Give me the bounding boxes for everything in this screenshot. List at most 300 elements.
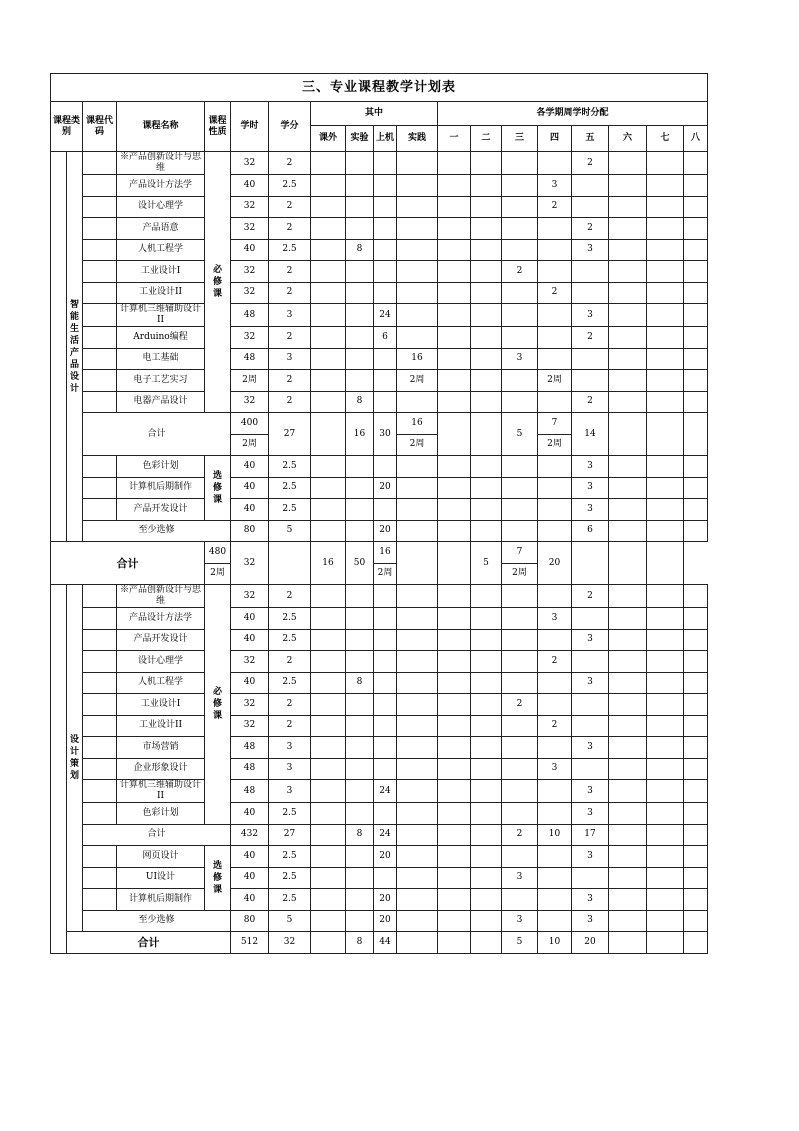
- computer-cell: [374, 737, 397, 759]
- semester-hours-cell: 2: [538, 715, 572, 737]
- header-semester: 五: [572, 126, 609, 152]
- semester-hours-cell: [438, 585, 471, 608]
- semester-hours-cell: [438, 780, 471, 803]
- semester-hours-cell: [647, 196, 684, 218]
- computer-cell: [374, 239, 397, 261]
- semester-hours-cell: [609, 846, 647, 868]
- practice-cell: [397, 758, 438, 780]
- course-nature-required: [205, 585, 231, 825]
- subtotal-row: [51, 824, 708, 846]
- practice-cell: 2周: [397, 434, 438, 456]
- outside-cell: [311, 304, 346, 327]
- semester-hours-cell: 3: [572, 780, 609, 803]
- outside-cell: [311, 715, 346, 737]
- course-name: 计算机后期制作: [117, 889, 205, 911]
- vertical-char: 能: [69, 311, 79, 322]
- min-elective-row: [51, 910, 708, 932]
- semester-hours-cell: [538, 304, 572, 327]
- semester-hours-cell: [438, 218, 471, 240]
- credits-cell: 2.5: [269, 846, 311, 868]
- credits-cell: 3: [269, 737, 311, 759]
- vertical-char: 生: [69, 323, 79, 334]
- practice-cell: [397, 456, 438, 478]
- semester-hours-cell: [502, 846, 538, 868]
- semester-hours-cell: [609, 456, 647, 478]
- semester-hours-cell: 20: [538, 542, 572, 585]
- semester-hours-cell: [438, 348, 471, 370]
- semester-hours-cell: [502, 499, 538, 521]
- semester-hours-cell: [438, 651, 471, 673]
- semester-hours-cell: [438, 261, 471, 283]
- semester-hours-cell: [609, 261, 647, 283]
- experiment-cell: [346, 175, 374, 197]
- course-name: 工业设计II: [117, 282, 205, 304]
- computer-cell: [374, 218, 397, 240]
- semester-hours-cell: [647, 758, 684, 780]
- vertical-char: 课: [212, 711, 222, 722]
- hours-cell: 400: [231, 413, 269, 435]
- practice-cell: [397, 499, 438, 521]
- header-code: 课程代码: [83, 102, 117, 152]
- min-elective-label: 至少选修: [83, 520, 231, 542]
- credits-cell: 3: [269, 348, 311, 370]
- vertical-char: 课: [212, 289, 222, 299]
- hours-cell: 40: [231, 499, 269, 521]
- semester-hours-cell: 2: [572, 391, 609, 413]
- practice-cell: [397, 261, 438, 283]
- course-code: [83, 737, 117, 759]
- hours-cell: 32: [231, 218, 269, 240]
- course-name: 网页设计: [117, 846, 205, 868]
- course-nature-elective: [205, 846, 231, 911]
- vertical-char: 修: [212, 277, 222, 287]
- semester-hours-cell: [538, 218, 572, 240]
- outside-cell: [311, 520, 346, 542]
- table-row: [51, 499, 708, 521]
- semester-hours-cell: [438, 282, 471, 304]
- hours-cell: 432: [231, 824, 269, 846]
- semester-hours-cell: [647, 477, 684, 499]
- semester-hours-cell: [502, 327, 538, 349]
- semester-hours-cell: [647, 585, 684, 608]
- semester-hours-cell: 5: [502, 413, 538, 456]
- semester-hours-cell: [684, 196, 708, 218]
- practice-cell: [397, 282, 438, 304]
- outside-cell: [311, 239, 346, 261]
- vertical-char: 设: [69, 735, 79, 745]
- hours-cell: 32: [231, 585, 269, 608]
- experiment-cell: 8: [346, 672, 374, 694]
- course-name: 设计心理学: [117, 196, 205, 218]
- semester-hours-cell: [438, 608, 471, 630]
- semester-hours-cell: [684, 152, 708, 175]
- semester-hours-cell: [572, 758, 609, 780]
- outside-cell: [311, 608, 346, 630]
- vertical-char: 课: [212, 494, 222, 505]
- computer-cell: 20: [374, 889, 397, 911]
- semester-hours-cell: [502, 758, 538, 780]
- semester-hours-cell: [538, 239, 572, 261]
- header-semester: 一: [438, 126, 471, 152]
- outside-cell: [311, 499, 346, 521]
- semester-hours-cell: 2: [502, 824, 538, 846]
- table-row: [51, 477, 708, 499]
- credits-cell: 2.5: [269, 608, 311, 630]
- semester-hours-cell: [609, 651, 647, 673]
- semester-hours-cell: [647, 520, 684, 542]
- practice-cell: [397, 218, 438, 240]
- hours-cell: 32: [231, 196, 269, 218]
- header-outside: 课外: [311, 126, 346, 152]
- semester-hours-cell: [572, 196, 609, 218]
- header-semester: 三: [502, 126, 538, 152]
- semester-hours-cell: 3: [502, 910, 538, 932]
- credits-cell: 2: [269, 585, 311, 608]
- experiment-cell: [346, 370, 374, 392]
- practice-cell: [397, 391, 438, 413]
- computer-cell: [374, 456, 397, 478]
- course-code: [83, 304, 117, 327]
- semester-hours-cell: [684, 391, 708, 413]
- semester-hours-cell: 2: [572, 152, 609, 175]
- experiment-cell: [346, 608, 374, 630]
- semester-hours-cell: [471, 304, 502, 327]
- semester-hours-cell: 3: [572, 477, 609, 499]
- credits-cell: 2.5: [269, 803, 311, 825]
- semester-hours-cell: [397, 542, 438, 585]
- hours-cell: 32: [231, 261, 269, 283]
- outside-cell: [311, 218, 346, 240]
- practice-cell: 2周: [374, 563, 397, 585]
- experiment-cell: [346, 629, 374, 651]
- vertical-char: 活: [69, 335, 79, 346]
- experiment-cell: [346, 196, 374, 218]
- credits-cell: 2.5: [269, 867, 311, 889]
- hours-cell: 48: [231, 780, 269, 803]
- course-code: [83, 239, 117, 261]
- semester-hours-cell: [538, 152, 572, 175]
- semester-hours-cell: [684, 585, 708, 608]
- semester-hours-cell: 2周: [538, 434, 572, 456]
- semester-hours-cell: [684, 715, 708, 737]
- practice-cell: 16: [397, 348, 438, 370]
- semester-hours-cell: [471, 803, 502, 825]
- semester-hours-cell: 7: [502, 542, 538, 564]
- hours-cell: 40: [231, 239, 269, 261]
- computer-cell: [374, 282, 397, 304]
- semester-hours-cell: [609, 218, 647, 240]
- course-code: [83, 803, 117, 825]
- experiment-cell: [346, 651, 374, 673]
- credits-cell: 2.5: [269, 629, 311, 651]
- outside-cell: [311, 413, 346, 456]
- semester-hours-cell: [502, 175, 538, 197]
- practice-cell: [397, 651, 438, 673]
- practice-cell: [397, 694, 438, 716]
- semester-hours-cell: [538, 780, 572, 803]
- course-code: [83, 846, 117, 868]
- practice-cell: [397, 477, 438, 499]
- experiment-cell: [346, 803, 374, 825]
- semester-hours-cell: [471, 239, 502, 261]
- course-plan-sheet: [50, 73, 708, 954]
- credits-cell: 27: [269, 413, 311, 456]
- semester-hours-cell: 5: [502, 932, 538, 954]
- outside-cell: [311, 261, 346, 283]
- course-name: 色彩计划: [117, 803, 205, 825]
- table-row: [51, 456, 708, 478]
- computer-cell: 24: [374, 780, 397, 803]
- computer-cell: [374, 152, 397, 175]
- semester-hours-cell: [609, 348, 647, 370]
- semester-hours-cell: [609, 175, 647, 197]
- semester-hours-cell: 3: [572, 304, 609, 327]
- semester-hours-cell: 6: [572, 520, 609, 542]
- semester-hours-cell: 5: [471, 542, 502, 585]
- experiment-cell: [346, 152, 374, 175]
- semester-hours-cell: [438, 370, 471, 392]
- outside-cell: [311, 737, 346, 759]
- semester-hours-cell: [647, 391, 684, 413]
- semester-hours-cell: [647, 542, 684, 585]
- semester-hours-cell: [502, 520, 538, 542]
- semester-hours-cell: [438, 910, 471, 932]
- table-row: [51, 780, 708, 803]
- subtotal-row: [51, 413, 708, 435]
- semester-hours-cell: [684, 651, 708, 673]
- semester-hours-cell: [609, 282, 647, 304]
- semester-hours-cell: [471, 694, 502, 716]
- course-code: [83, 694, 117, 716]
- semester-hours-cell: 3: [572, 239, 609, 261]
- practice-cell: [397, 175, 438, 197]
- course-code: [83, 477, 117, 499]
- semester-hours-cell: [471, 413, 502, 456]
- semester-hours-cell: [471, 846, 502, 868]
- semester-hours-cell: [609, 629, 647, 651]
- vertical-char: 必: [212, 265, 222, 275]
- computer-cell: 20: [374, 520, 397, 542]
- course-code: [83, 327, 117, 349]
- semester-hours-cell: [502, 715, 538, 737]
- semester-hours-cell: [647, 239, 684, 261]
- semester-hours-cell: [684, 758, 708, 780]
- semester-hours-cell: 3: [572, 499, 609, 521]
- outside-cell: [311, 694, 346, 716]
- semester-hours-cell: [502, 629, 538, 651]
- practice-cell: [397, 889, 438, 911]
- min-elective-row: [51, 520, 708, 542]
- course-name: 计算机三维辅助设计II: [117, 780, 205, 803]
- semester-hours-cell: [647, 846, 684, 868]
- credits-cell: 2: [269, 327, 311, 349]
- semester-hours-cell: [438, 175, 471, 197]
- semester-hours-cell: [538, 846, 572, 868]
- semester-hours-cell: [438, 499, 471, 521]
- semester-hours-cell: [471, 629, 502, 651]
- semester-hours-cell: [609, 758, 647, 780]
- semester-hours-cell: [438, 824, 471, 846]
- semester-hours-cell: [647, 889, 684, 911]
- practice-cell: [397, 196, 438, 218]
- credits-cell: 2.5: [269, 889, 311, 911]
- outside-cell: [311, 585, 346, 608]
- outside-cell: [311, 780, 346, 803]
- hours-cell: 40: [231, 175, 269, 197]
- outside-cell: [311, 910, 346, 932]
- semester-hours-cell: 2周: [538, 370, 572, 392]
- semester-hours-cell: [647, 672, 684, 694]
- course-code: [83, 196, 117, 218]
- semester-hours-cell: [471, 261, 502, 283]
- semester-hours-cell: [684, 456, 708, 478]
- semester-hours-cell: [609, 413, 647, 456]
- table-row: [51, 803, 708, 825]
- credits-cell: 2.5: [269, 672, 311, 694]
- course-code: [83, 715, 117, 737]
- computer-cell: [374, 196, 397, 218]
- course-name: 计算机后期制作: [117, 477, 205, 499]
- subtotal-label: 合计: [83, 824, 231, 846]
- credits-cell: 2: [269, 694, 311, 716]
- computer-cell: 50: [346, 542, 374, 585]
- semester-hours-cell: [647, 282, 684, 304]
- outside-cell: [311, 456, 346, 478]
- semester-hours-cell: 2: [572, 585, 609, 608]
- course-name: 色彩计划: [117, 456, 205, 478]
- semester-hours-cell: [647, 910, 684, 932]
- semester-hours-cell: [538, 499, 572, 521]
- header-of-which: 其中: [311, 102, 438, 126]
- table-row: [51, 758, 708, 780]
- computer-cell: [374, 261, 397, 283]
- semester-hours-cell: [471, 175, 502, 197]
- semester-hours-cell: [684, 477, 708, 499]
- credits-cell: 2: [269, 391, 311, 413]
- semester-hours-cell: [471, 152, 502, 175]
- computer-cell: [374, 499, 397, 521]
- hours-cell: 48: [231, 304, 269, 327]
- vertical-char: 修: [212, 699, 222, 710]
- hours-cell: 2周: [231, 370, 269, 392]
- semester-hours-cell: [538, 520, 572, 542]
- semester-hours-cell: [647, 824, 684, 846]
- course-name: UI设计: [117, 867, 205, 889]
- semester-hours-cell: [647, 175, 684, 197]
- outside-cell: [311, 824, 346, 846]
- credits-cell: 2: [269, 196, 311, 218]
- course-name: ※产品创新设计与思维: [117, 152, 205, 175]
- experiment-cell: [346, 261, 374, 283]
- outside-cell: [311, 196, 346, 218]
- experiment-cell: [346, 758, 374, 780]
- semester-hours-cell: [471, 348, 502, 370]
- semester-hours-cell: [609, 327, 647, 349]
- course-name: 工业设计I: [117, 694, 205, 716]
- semester-hours-cell: [684, 910, 708, 932]
- semester-hours-cell: 3: [538, 175, 572, 197]
- semester-hours-cell: 3: [572, 846, 609, 868]
- header-computer: 上机: [374, 126, 397, 152]
- table-row: [51, 282, 708, 304]
- semester-hours-cell: [471, 282, 502, 304]
- practice-cell: [397, 152, 438, 175]
- practice-cell: [397, 932, 438, 954]
- outside-cell: [311, 758, 346, 780]
- semester-hours-cell: [502, 651, 538, 673]
- semester-hours-cell: [502, 477, 538, 499]
- computer-cell: 30: [374, 413, 397, 456]
- semester-hours-cell: [647, 413, 684, 456]
- course-name: 工业设计I: [117, 261, 205, 283]
- course-name: 产品设计方法学: [117, 175, 205, 197]
- semester-hours-cell: [609, 391, 647, 413]
- outside-cell: [311, 282, 346, 304]
- semester-hours-cell: [647, 780, 684, 803]
- semester-hours-cell: [609, 520, 647, 542]
- semester-hours-cell: 10: [538, 932, 572, 954]
- outside-cell: [311, 629, 346, 651]
- semester-hours-cell: [572, 542, 609, 585]
- semester-hours-cell: [647, 629, 684, 651]
- semester-hours-cell: [438, 477, 471, 499]
- credits-cell: 5: [269, 910, 311, 932]
- computer-cell: [374, 715, 397, 737]
- course-name: 工业设计II: [117, 715, 205, 737]
- table-row: [51, 175, 708, 197]
- table-row: [51, 608, 708, 630]
- header-semester: 六: [609, 126, 647, 152]
- practice-cell: [397, 780, 438, 803]
- semester-hours-cell: [438, 391, 471, 413]
- min-elective-label: 至少选修: [83, 910, 231, 932]
- hours-cell: 40: [231, 672, 269, 694]
- semester-hours-cell: [502, 585, 538, 608]
- experiment-cell: [346, 327, 374, 349]
- semester-hours-cell: [609, 803, 647, 825]
- experiment-cell: [346, 715, 374, 737]
- table-row: [51, 867, 708, 889]
- table-row: [51, 304, 708, 327]
- semester-hours-cell: [502, 780, 538, 803]
- semester-hours-cell: [471, 218, 502, 240]
- semester-hours-cell: [502, 218, 538, 240]
- course-plan-table: [50, 73, 708, 954]
- semester-hours-cell: [684, 261, 708, 283]
- semester-hours-cell: [609, 608, 647, 630]
- semester-hours-cell: [647, 304, 684, 327]
- course-code: [83, 152, 117, 175]
- header-semester: 八: [684, 126, 708, 152]
- practice-cell: [397, 585, 438, 608]
- semester-hours-cell: [647, 803, 684, 825]
- table-row: [51, 370, 708, 392]
- semester-hours-cell: [438, 846, 471, 868]
- total-label: 合计: [67, 932, 231, 954]
- outside-cell: [311, 672, 346, 694]
- vertical-char: 品: [69, 359, 79, 370]
- course-code: [83, 629, 117, 651]
- computer-cell: [374, 391, 397, 413]
- table-row: [51, 261, 708, 283]
- category-spacer: [51, 585, 67, 954]
- semester-hours-cell: [438, 758, 471, 780]
- course-name: 企业形象设计: [117, 758, 205, 780]
- practice-cell: [397, 715, 438, 737]
- semester-hours-cell: [609, 370, 647, 392]
- semester-hours-cell: [647, 499, 684, 521]
- semester-hours-cell: [502, 370, 538, 392]
